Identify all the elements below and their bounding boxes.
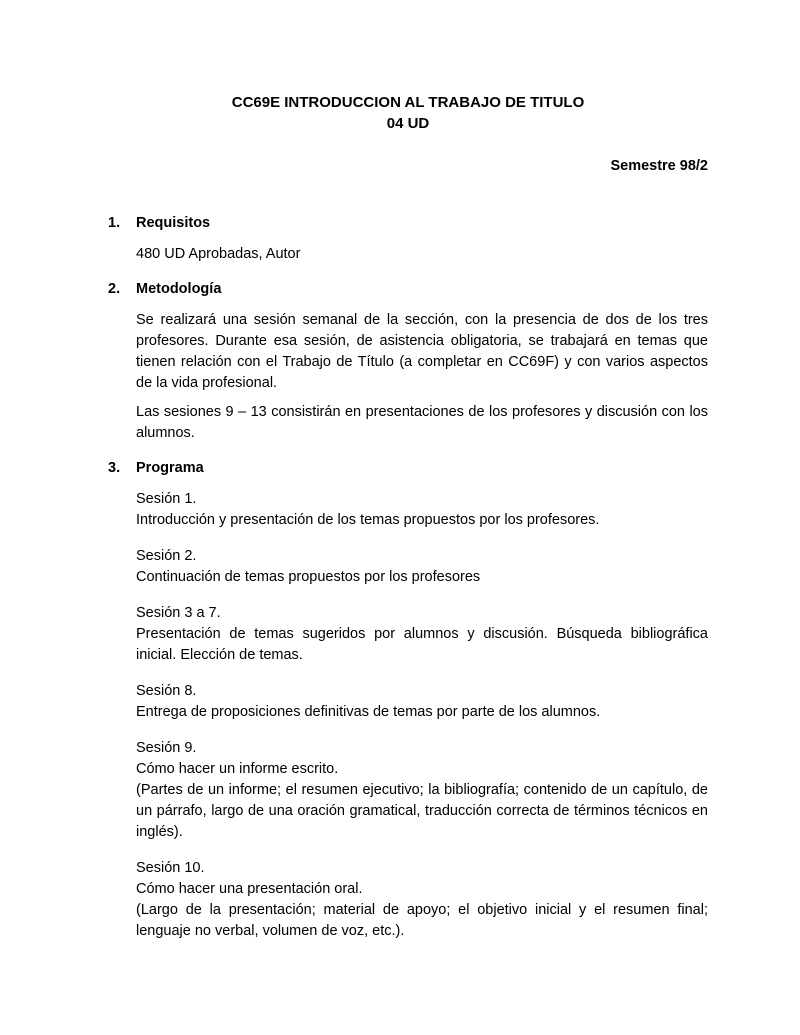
section-programa [108,458,708,942]
section-2-paragraph-1: Se realizará una sesión semanal de la sección, con la presencia de dos de los tres profesores. Durante esa sesión, de asistencia obligatoria, se trabajará en temas que tienen relación con el Trabajo de Título (a completar en CC69F) y con varios aspectos de la vida profesional. [136,312,708,391]
session-3-7-body: Presentación de temas sugeridos por alumnos y discusión. Búsqueda bibliográfica inicial. Elección de temas. [136,626,708,663]
section-2-paragraph-2: Las sesiones 9 – 13 consistirán en presentaciones de los profesores y discusión con los alumnos. [136,404,708,441]
section-3-heading [108,458,708,479]
session-2-label: Sesión 2. [136,548,197,564]
section-3-title: Programa [136,460,204,476]
section-1-title: Requisitos [136,215,211,231]
session-2-body: Continuación de temas propuestos por los profesores [136,569,481,585]
document-title-line2: 04 UD [386,115,430,132]
program-item-session-9 [136,738,708,843]
section-requisitos [108,213,708,265]
session-8-label: Sesión 8. [136,683,197,699]
section-1-body: 480 UD Aprobadas, Autor [136,246,301,262]
program-item-session-1 [136,489,708,531]
session-9-label: Sesión 9. [136,740,197,756]
section-2-title: Metodología [136,281,222,297]
section-3-number: 3. [108,460,121,476]
session-1-body: Introducción y presentación de los temas propuestos por los profesores. [136,512,600,528]
session-8-body: Entrega de proposiciones definitivas de temas por parte de los alumnos. [136,704,601,720]
section-2-number: 2. [108,281,121,297]
session-10-label: Sesión 10. [136,860,205,876]
program-item-session-8 [136,681,708,723]
document-title-line1: CC69E INTRODUCCION AL TRABAJO DE TITULO [231,94,585,111]
semester-label: Semestre 98/2 [610,158,708,174]
program-item-session-2 [136,546,708,588]
session-3-7-label: Sesión 3 a 7. [136,605,221,621]
session-1-label: Sesión 1. [136,491,197,507]
document-title [108,92,708,134]
section-2-heading [108,279,708,300]
session-9-body-line2: (Partes de un informe; el resumen ejecutivo; la bibliografía; contenido de un capítulo, de un párrafo, largo de una oración gramatical, traducción correcta de términos técnicos en inglés). [136,782,708,840]
program-item-session-10 [136,858,708,942]
session-9-body-line1: Cómo hacer un informe escrito. [136,761,339,777]
session-10-body-line2: (Largo de la presentación; material de apoyo; el objetivo inicial y el resumen final; lenguaje no verbal, volumen de voz, etc.). [136,902,708,939]
program-item-session-3-7 [136,603,708,666]
section-metodologia [108,279,708,444]
session-10-body-line1: Cómo hacer una presentación oral. [136,881,363,897]
section-1-heading [108,213,708,234]
section-1-number: 1. [108,215,121,231]
